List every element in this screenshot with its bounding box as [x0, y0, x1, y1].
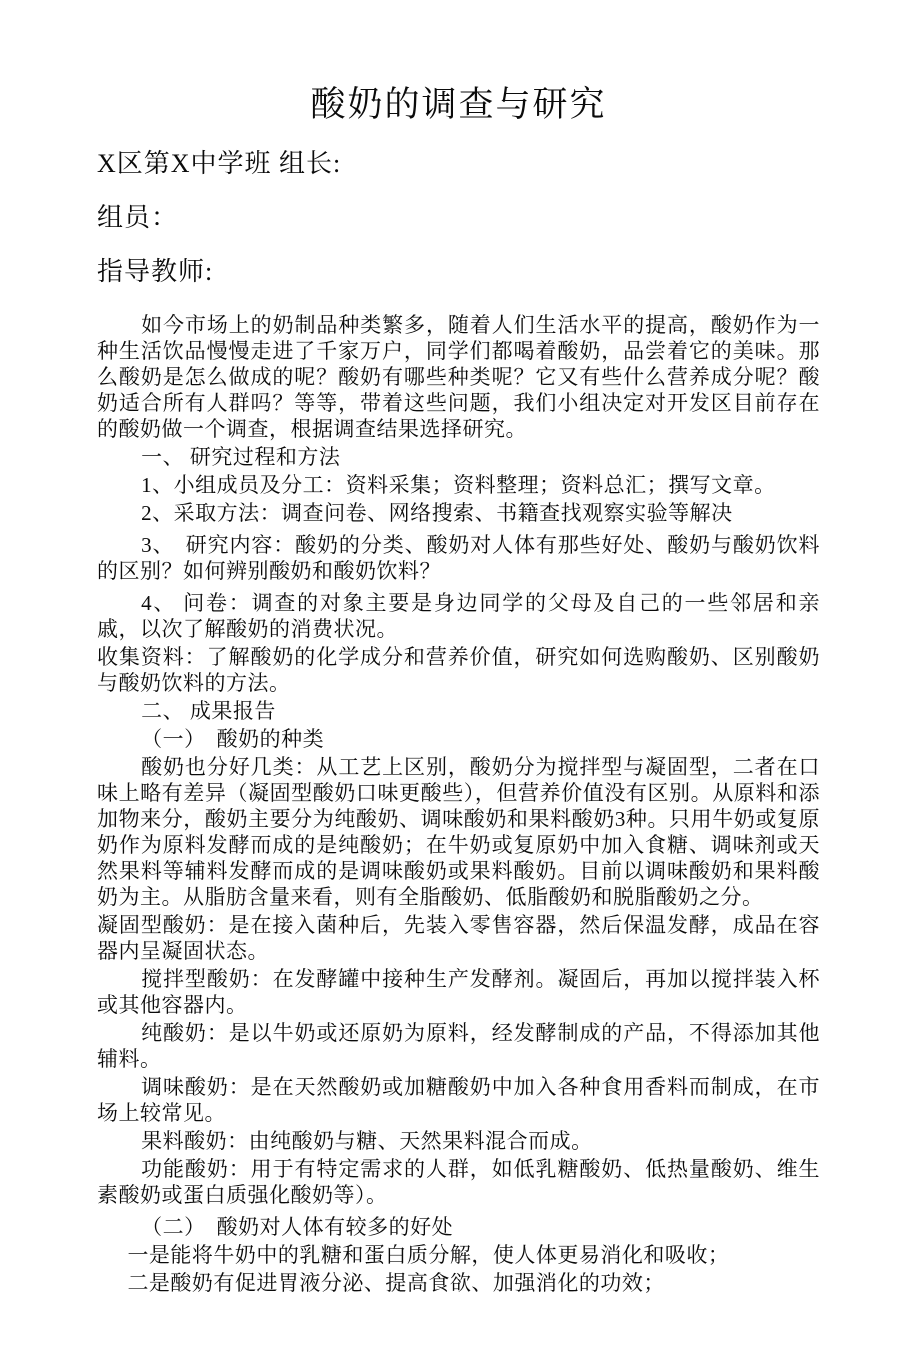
paragraph-flavored-yogurt: 调味酸奶：是在天然酸奶或加糖酸奶中加入各种食用香料而制成，在市场上较常见。 — [97, 1075, 820, 1125]
header-school-line: X区第X中学班 组长: — [97, 149, 342, 178]
paragraph-intro: 如今市场上的奶制品种类繁多，随着人们生活水平的提高，酸奶作为一种生活饮品慢慢走进了千家万户，同学们都喝着酸奶，品尝着它的美味。那么酸奶是怎么做成的呢？酸奶有哪些种类呢？它又有些什么营养成分呢？酸奶适合所有人群吗？等等，带着这些问题，我们小组决定对开发区目前存在的酸奶做一个调查，根据调查结果选择研究。 — [97, 313, 820, 441]
paragraph-yogurt-types: 酸奶也分好几类：从工艺上区别，酸奶分为搅拌型与凝固型，二者在口味上略有差异（凝固型酸奶口味更酸些），但营养价值没有区别。从原料和添加物来分，酸奶主要分为纯酸奶、调味酸奶和果料酸奶3种。只用牛奶或复原奶作为原料发酵而成的是纯酸奶；在牛奶或复原奶中加入食糖、调味剂或天然果料等辅料发酵而成的是调味酸奶或果料酸奶。目前以调味酸奶和果料酸奶为主。从脂肪含量来看，则有全脂酸奶、低脂酸奶和脱脂酸奶之分。 — [97, 755, 820, 909]
heading-subsection-1: （一） 酸奶的种类 — [141, 727, 325, 751]
header-members-line: 组员： — [97, 203, 179, 232]
paragraph-benefit-1: 一是能将牛奶中的乳糖和蛋白质分解，使人体更易消化和吸收； — [127, 1243, 730, 1267]
heading-section-2: 二、 成果报告 — [141, 699, 276, 723]
paragraph-item-1: 1、小组成员及分工：资料采集；资料整理；资料总汇；撰写文章。 — [141, 473, 776, 497]
paragraph-collect-material: 收集资料：了解酸奶的化学成分和营养价值，研究如何选购酸奶、区别酸奶与酸奶饮料的方法。 — [97, 645, 820, 695]
paragraph-item-4: 4、 问卷：调查的对象主要是身边同学的父母及自己的一些邻居和亲戚，以次了解酸奶的消费状况。 — [97, 591, 820, 641]
page-title: 酸奶的调查与研究 — [310, 85, 607, 124]
paragraph-benefit-2: 二是酸奶有促进胃液分泌、提高食欲、加强消化的功效； — [127, 1271, 665, 1295]
heading-section-1: 一、 研究过程和方法 — [141, 445, 341, 469]
document-header — [97, 150, 820, 286]
paragraph-set-yogurt: 凝固型酸奶：是在接入菌种后，先装入零售容器，然后保温发酵，成品在容器内呈凝固状态。 — [97, 913, 820, 963]
paragraph-item-3: 3、 研究内容：酸奶的分类、酸奶对人体有那些好处、酸奶与酸奶饮料的区别？如何辨别酸奶和酸奶饮料？ — [97, 533, 820, 583]
heading-subsection-2: （二） 酸奶对人体有较多的好处 — [141, 1215, 454, 1239]
paragraph-stirred-yogurt: 搅拌型酸奶：在发酵罐中接种生产发酵剂。凝固后，再加以搅拌装入杯或其他容器内。 — [97, 967, 820, 1017]
header-advisor-line: 指导教师: — [97, 257, 214, 286]
paragraph-functional-yogurt: 功能酸奶：用于有特定需求的人群，如低乳糖酸奶、低热量酸奶、维生素酸奶或蛋白质强化酸奶等）。 — [97, 1157, 820, 1207]
paragraph-fruit-yogurt: 果料酸奶：由纯酸奶与糖、天然果料混合而成。 — [141, 1129, 593, 1153]
paragraph-item-2: 2、采取方法：调查问卷、网络搜索、书籍查找观察实验等解决 — [141, 501, 733, 525]
paragraph-pure-yogurt: 纯酸奶：是以牛奶或还原奶为原料，经发酵制成的产品，不得添加其他辅料。 — [97, 1021, 820, 1071]
document-body — [97, 312, 820, 1296]
